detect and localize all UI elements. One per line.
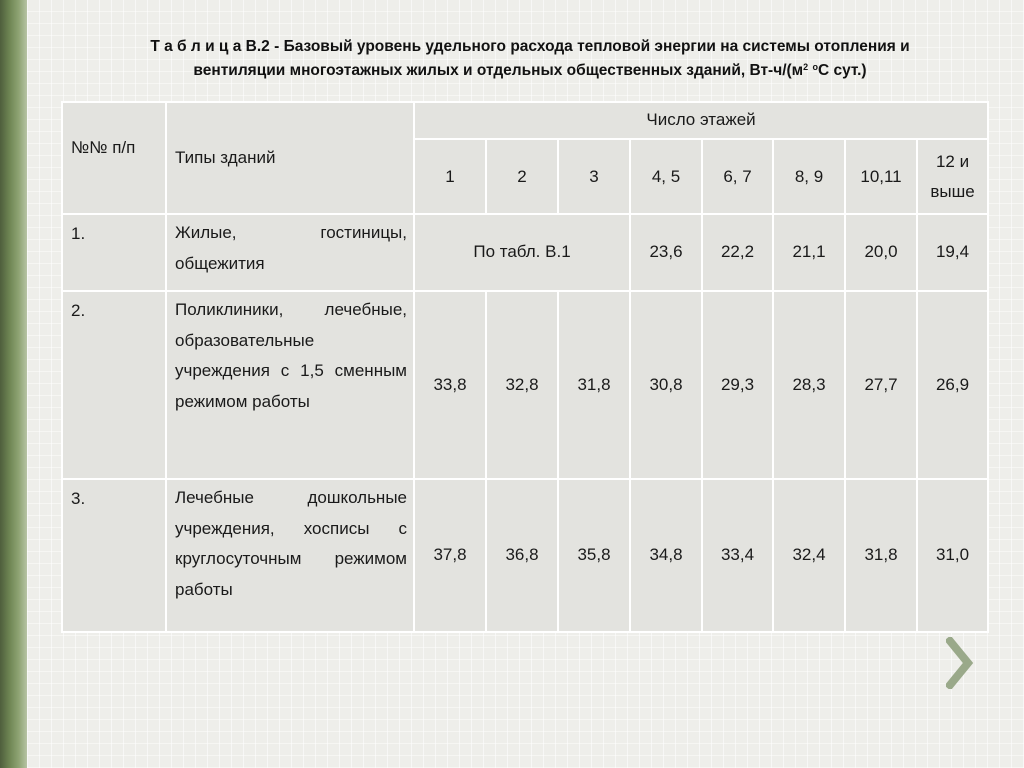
title-line-2	[70, 57, 990, 81]
chevron-right-icon[interactable]	[946, 637, 976, 689]
table-header-row-1	[62, 102, 988, 139]
header-floor-6-7: 6, 7	[702, 139, 773, 214]
table-row	[62, 291, 988, 479]
row-3-num: 3.	[62, 479, 166, 632]
row-1-type: Жилые, гостиницы, общежития	[166, 214, 414, 291]
header-floor-4-5: 4, 5	[630, 139, 702, 214]
title-superscript-2: 2	[803, 62, 809, 72]
row-1-num: 1.	[62, 214, 166, 291]
row-3-value-4-5: 34,8	[630, 479, 702, 632]
header-floors-group: Число этажей	[414, 102, 988, 139]
row-3-value-6-7: 33,4	[702, 479, 773, 632]
row-2-type: Поликлиники, лечебные, образовательные учреждения с 1,5 сменным режимом работы	[166, 291, 414, 479]
row-2-value-1: 33,8	[414, 291, 486, 479]
heat-energy-table	[61, 101, 989, 633]
row-2-value-6-7: 29,3	[702, 291, 773, 479]
header-building-type: Типы зданий	[166, 102, 414, 214]
row-2-value-8-9: 28,3	[773, 291, 845, 479]
header-floor-1: 1	[414, 139, 486, 214]
title-superscript-degree: о	[812, 62, 818, 72]
row-2-value-2: 32,8	[486, 291, 558, 479]
row-1-value-10-11: 20,0	[845, 214, 917, 291]
row-1-value-8-9: 21,1	[773, 214, 845, 291]
row-3-value-3: 35,8	[558, 479, 630, 632]
row-1-value-4-5: 23,6	[630, 214, 702, 291]
row-1-value-6-7: 22,2	[702, 214, 773, 291]
row-2-value-10-11: 27,7	[845, 291, 917, 479]
table-row	[62, 214, 988, 291]
row-2-value-4-5: 30,8	[630, 291, 702, 479]
chevron-right-shape	[950, 641, 968, 685]
row-2-value-12-plus: 26,9	[917, 291, 988, 479]
header-floor-2: 2	[486, 139, 558, 214]
header-floor-3: 3	[558, 139, 630, 214]
row-1-merged-note: По табл. В.1	[414, 214, 630, 291]
header-floor-10-11: 10,11	[845, 139, 917, 214]
row-3-type: Лечебные дошкольные учреждения, хосписы с круглосуточным режимом работы	[166, 479, 414, 632]
row-3-value-8-9: 32,4	[773, 479, 845, 632]
row-3-value-10-11: 31,8	[845, 479, 917, 632]
title-line-2-end: С сут.)	[817, 62, 867, 79]
row-1-value-12-plus: 19,4	[917, 214, 988, 291]
row-3-value-12-plus: 31,0	[917, 479, 988, 632]
header-floor-8-9: 8, 9	[773, 139, 845, 214]
row-2-num: 2.	[62, 291, 166, 479]
table-row	[62, 479, 988, 632]
header-floor-12-plus: 12 и выше	[917, 139, 988, 214]
title-line-1: Т а б л и ц а В.2 - Базовый уровень удельного расхода тепловой энергии на системы отопления и	[150, 38, 910, 55]
table-title	[70, 36, 990, 81]
title-line-2-main: вентиляции многоэтажных жилых и отдельных общественных зданий, Вт-ч/(м	[193, 62, 804, 79]
header-num: №№ п/п	[62, 102, 166, 214]
row-2-value-3: 31,8	[558, 291, 630, 479]
row-3-value-2: 36,8	[486, 479, 558, 632]
row-3-value-1: 37,8	[414, 479, 486, 632]
decorative-side-bar	[0, 0, 27, 768]
